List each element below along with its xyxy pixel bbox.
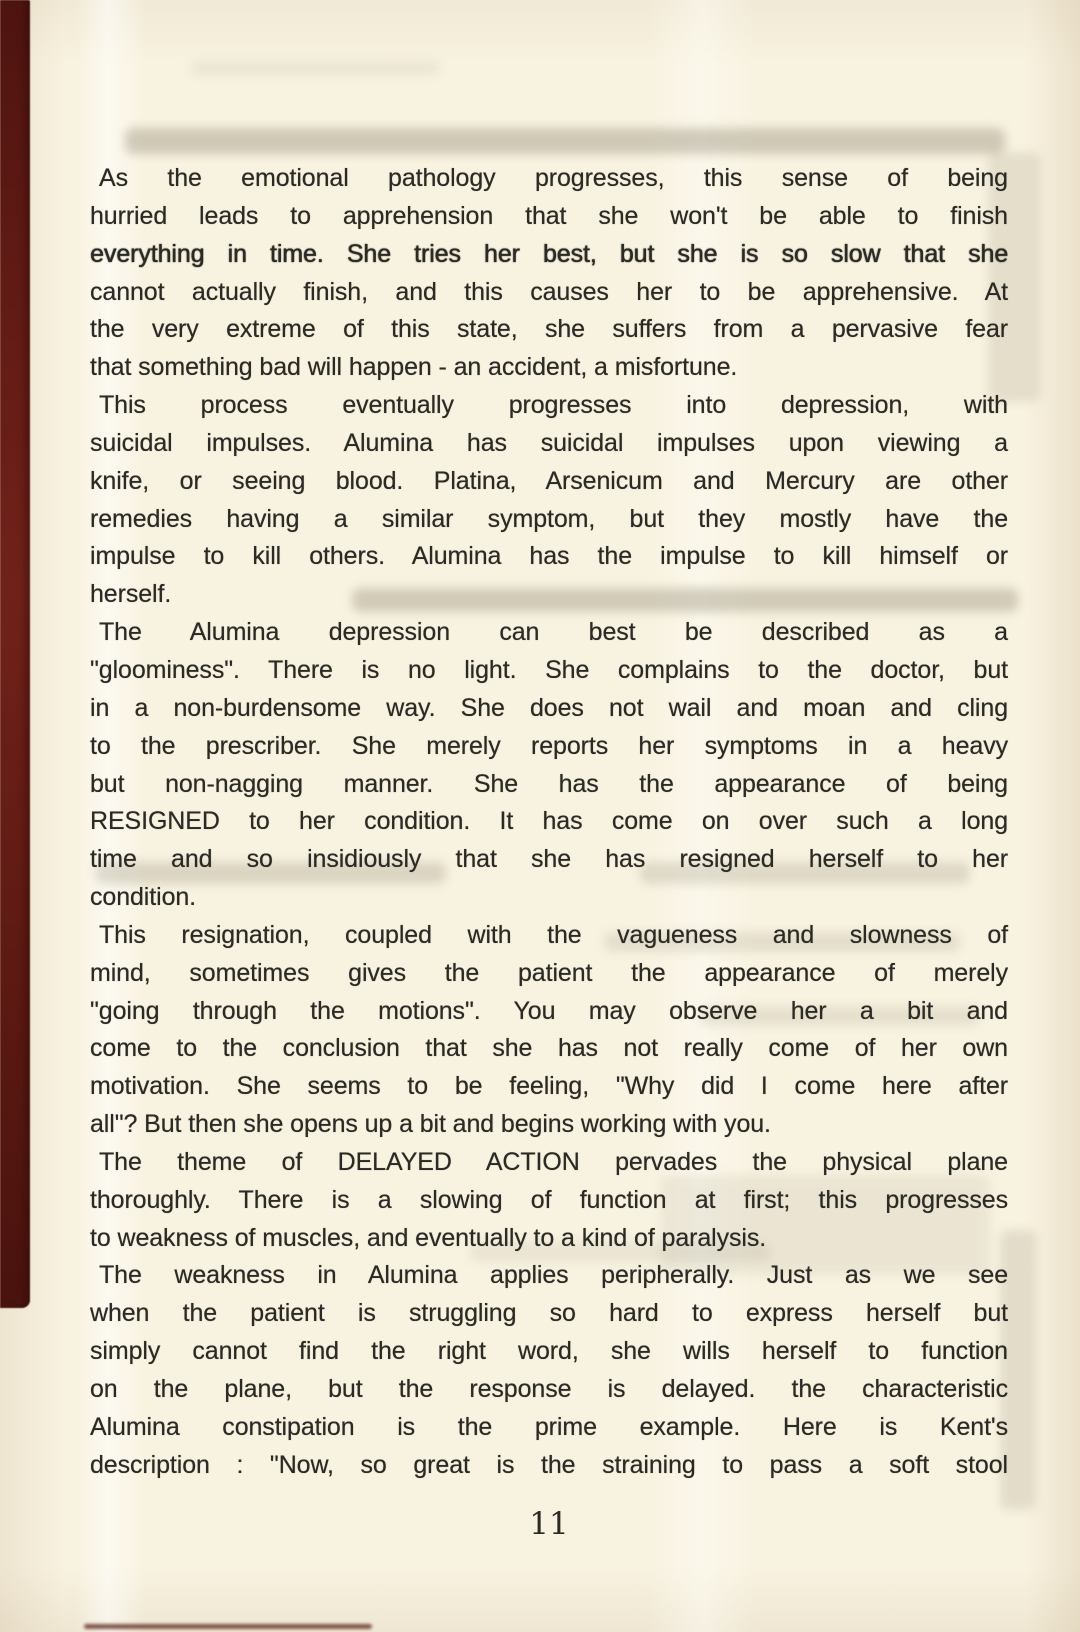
text-line: to weakness of muscles, and eventually to a kind of paralysis. [90, 1223, 767, 1252]
showthrough-ghost-text [125, 128, 1005, 154]
text-line: time and so insidiously that she has resigned herself to her [90, 845, 1008, 874]
text-line: This resignation, coupled with the vagueness and slowness of [99, 920, 1008, 949]
text-line: suicidal impulses. Alumina has suicidal impulses upon viewing a [90, 428, 1008, 457]
text-line: but non-nagging manner. She has the appearance of being [90, 769, 1008, 798]
text-line: "going through the motions". You may observe her a bit and [90, 996, 1008, 1025]
text-line: knife, or seeing blood. Platina, Arsenicum and Mercury are other [90, 466, 1008, 495]
text-line: hurried leads to apprehension that she won't be able to finish [90, 201, 1008, 230]
text-line: RESIGNED to her condition. It has come on over such a long [90, 807, 1008, 836]
text-line: herself. [90, 580, 172, 609]
text-line: the very extreme of this state, she suffers from a pervasive fear [90, 315, 1008, 344]
text-line: everything in time. She tries her best, but she is so slow that she [90, 239, 1008, 268]
book-binding-edge [0, 0, 30, 1308]
text-line: when the patient is struggling so hard to express herself but [90, 1299, 1008, 1328]
text-line: As the emotional pathology progresses, this sense of being [99, 164, 1008, 192]
text-line: impulse to kill others. Alumina has the impulse to kill himself or [90, 542, 1008, 571]
text-line: The theme of DELAYED ACTION pervades the physical plane [99, 1147, 1008, 1176]
text-line: remedies having a similar symptom, but they mostly have the [90, 504, 1008, 533]
text-line: all"? But then she opens up a bit and begins working with you. [90, 1110, 771, 1139]
text-line: thoroughly. There is a slowing of function at first; this progresses [90, 1185, 1008, 1214]
showthrough-ghost-text [190, 60, 440, 76]
text-line: motivation. She seems to be feeling, "Why did I come here after [90, 1072, 1008, 1101]
text-line: "gloominess". There is no light. She complains to the doctor, but [90, 655, 1008, 684]
text-line: on the plane, but the response is delayed. the characteristic [90, 1375, 1008, 1403]
text-line: This process eventually progresses into depression, with [99, 391, 1008, 420]
page-number: 11 [529, 1506, 569, 1542]
text-line: that something bad will happen - an accident, a misfortune. [90, 353, 738, 382]
paragraph [90, 614, 1008, 917]
text-line: to the prescriber. She merely reports her symptoms in a heavy [90, 731, 1008, 760]
text-line: The weakness in Alumina applies peripherally. Just as we see [99, 1261, 1008, 1290]
text-line: in a non-burdensome way. She does not wail and moan and cling [90, 693, 1008, 722]
text-line: description : "Now, so great is the straining to pass a soft stool [90, 1450, 1008, 1479]
paragraph [90, 917, 1008, 1144]
text-line: The Alumina depression can best be described as a [99, 618, 1008, 647]
text-line: condition. [90, 883, 197, 912]
text-line: Alumina constipation is the prime example. Here is Kent's [90, 1412, 1008, 1441]
text-line: cannot actually finish, and this causes her to be apprehensive. At [90, 277, 1008, 306]
text-line: come to the conclusion that she has not really come of her own [90, 1034, 1008, 1063]
text-line: simply cannot find the right word, she wills herself to function [90, 1337, 1008, 1366]
paragraph [90, 1257, 1008, 1484]
paragraph [90, 387, 1008, 614]
text-line: mind, sometimes gives the patient the appearance of merely [90, 958, 1008, 987]
paragraph [90, 160, 1008, 387]
page-bottom-edge-shadow [84, 1624, 372, 1629]
body-text [90, 160, 1008, 1485]
paragraph [90, 1144, 1008, 1258]
